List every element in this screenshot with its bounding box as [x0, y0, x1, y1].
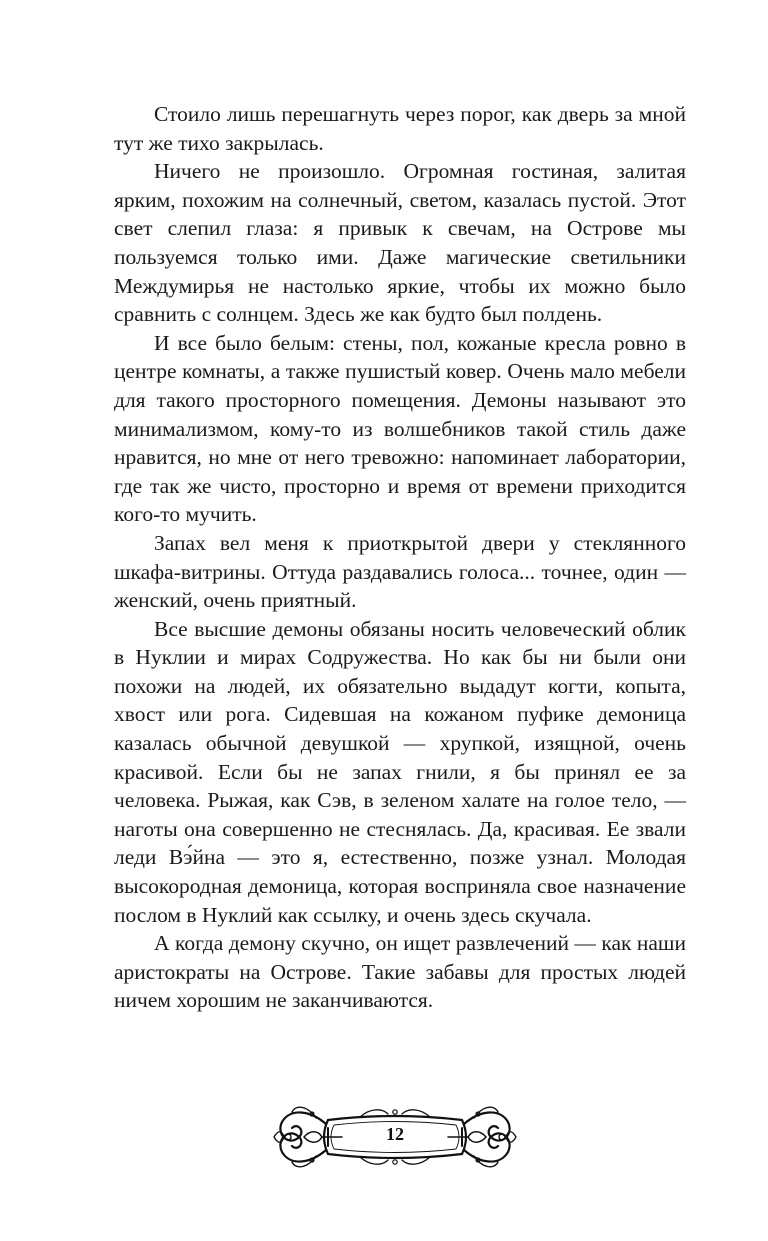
- paragraph-1: Стоило лишь перешагнуть через порог, как дверь за мной тут же тихо закрылась.: [114, 102, 686, 155]
- paragraph-6: А когда демону скучно, он ищет развлечений — как наши аристократы на Острове. Такие забавы для простых людей ничем хорошим не заканчиваются.: [114, 931, 686, 1013]
- page-number: 12: [386, 1124, 404, 1144]
- page-footer: [270, 1100, 520, 1174]
- paragraph-4: Запах вел меня к приоткрытой двери у стеклянного шкафа-витрины. Оттуда раздавались голоса... точнее, один — женский, очень приятный.: [114, 530, 686, 613]
- paragraph-5: Все высшие демоны обязаны носить человеческий облик в Нуклии и мирах Содружества. Но как бы ни были они похожи на людей, их обязательно выдадут когти, копыта, хвост или рога. Сидевшая на кожаном пуфике демоница казалась обычной девушкой — хрупкой, изящной, очень красивой. Если бы не запах гнили, я бы принял ее за человека. Рыжая, как Сэв, в зеленом халате на голое тело, — наготы она совершенно не стеснялась. Да, красивая. Ее звали леди Вэ́йна — это я, естественно, позже узнал. Молодая высокородная демоница, которая восприняла свое назначение послом в Нуклий как ссылку, и очень здесь скучала.: [114, 616, 686, 927]
- paragraph-2: Ничего не произошло. Огромная гостиная, залитая ярким, похожим на солнечный, светом, казалась пустой. Этот свет слепил глаза: я привык к свечам, на Острове мы пользуемся только ими. Даже магические светильники Междумирья не настолько яркие, чтобы их можно было сравнить с солнцем. Здесь же как будто был полдень.: [114, 159, 686, 327]
- paragraph-3: И все было белым: стены, пол, кожаные кресла ровно в центре комнаты, а также пушистый ковер. Очень мало мебели для такого просторного помещения. Демоны называют это минимализмом, кому-то из волшебников такой стиль даже нравится, но мне от него тревожно: напоминает лаборатории, где так же чисто, просторно и время от времени приходится кого-то мучить.: [114, 330, 686, 527]
- book-page-text: [114, 100, 686, 1015]
